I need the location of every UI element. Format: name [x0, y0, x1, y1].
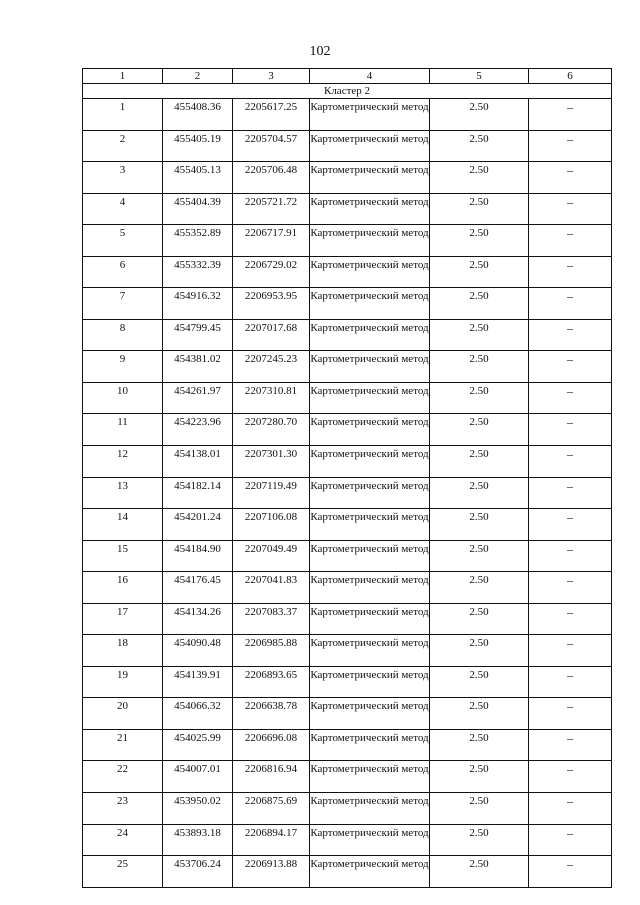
- cluster-label: Кластер 2: [83, 84, 612, 99]
- y-coordinate-cell: 2205704.57: [233, 130, 310, 162]
- note-cell: –: [529, 382, 612, 414]
- note-cell: –: [529, 193, 612, 225]
- cluster-row: [83, 84, 612, 99]
- point-number-cell: 1: [83, 99, 163, 131]
- note-cell: –: [529, 162, 612, 194]
- table-row: [83, 477, 612, 509]
- x-coordinate-cell: 455408.36: [163, 99, 233, 131]
- method-cell: Картометрический метод: [310, 130, 430, 162]
- note-cell: –: [529, 635, 612, 667]
- note-cell: –: [529, 256, 612, 288]
- y-coordinate-cell: 2207245.23: [233, 351, 310, 383]
- method-cell: Картометрический метод: [310, 162, 430, 194]
- x-coordinate-cell: 453706.24: [163, 856, 233, 888]
- accuracy-cell: 2.50: [430, 572, 529, 604]
- method-cell: Картометрический метод: [310, 319, 430, 351]
- note-cell: –: [529, 446, 612, 478]
- method-cell: Картометрический метод: [310, 288, 430, 320]
- note-cell: –: [529, 540, 612, 572]
- note-cell: –: [529, 130, 612, 162]
- accuracy-cell: 2.50: [430, 351, 529, 383]
- table-row: [83, 666, 612, 698]
- accuracy-cell: 2.50: [430, 319, 529, 351]
- note-cell: –: [529, 288, 612, 320]
- method-cell: Картометрический метод: [310, 540, 430, 572]
- point-number-cell: 14: [83, 509, 163, 541]
- y-coordinate-cell: 2206729.02: [233, 256, 310, 288]
- x-coordinate-cell: 454381.02: [163, 351, 233, 383]
- x-coordinate-cell: 454134.26: [163, 603, 233, 635]
- note-cell: –: [529, 729, 612, 761]
- method-cell: Картометрический метод: [310, 225, 430, 257]
- point-number-cell: 19: [83, 666, 163, 698]
- column-header: 1: [83, 69, 163, 84]
- x-coordinate-cell: 455352.89: [163, 225, 233, 257]
- accuracy-cell: 2.50: [430, 99, 529, 131]
- accuracy-cell: 2.50: [430, 225, 529, 257]
- point-number-cell: 4: [83, 193, 163, 225]
- method-cell: Картометрический метод: [310, 666, 430, 698]
- point-number-cell: 10: [83, 382, 163, 414]
- note-cell: –: [529, 603, 612, 635]
- method-cell: Картометрический метод: [310, 761, 430, 793]
- method-cell: Картометрический метод: [310, 193, 430, 225]
- x-coordinate-cell: 453893.18: [163, 824, 233, 856]
- accuracy-cell: 2.50: [430, 288, 529, 320]
- x-coordinate-cell: 454261.97: [163, 382, 233, 414]
- y-coordinate-cell: 2207017.68: [233, 319, 310, 351]
- note-cell: –: [529, 225, 612, 257]
- method-cell: Картометрический метод: [310, 99, 430, 131]
- accuracy-cell: 2.50: [430, 856, 529, 888]
- accuracy-cell: 2.50: [430, 477, 529, 509]
- table-row: [83, 319, 612, 351]
- note-cell: –: [529, 824, 612, 856]
- table-row: [83, 509, 612, 541]
- table-row: [83, 603, 612, 635]
- accuracy-cell: 2.50: [430, 603, 529, 635]
- method-cell: Картометрический метод: [310, 698, 430, 730]
- accuracy-cell: 2.50: [430, 382, 529, 414]
- x-coordinate-cell: 454916.32: [163, 288, 233, 320]
- table-row: [83, 635, 612, 667]
- accuracy-cell: 2.50: [430, 666, 529, 698]
- method-cell: Картометрический метод: [310, 382, 430, 414]
- point-number-cell: 7: [83, 288, 163, 320]
- method-cell: Картометрический метод: [310, 793, 430, 825]
- column-header: 5: [430, 69, 529, 84]
- y-coordinate-cell: 2206913.88: [233, 856, 310, 888]
- y-coordinate-cell: 2207310.81: [233, 382, 310, 414]
- accuracy-cell: 2.50: [430, 824, 529, 856]
- accuracy-cell: 2.50: [430, 761, 529, 793]
- y-coordinate-cell: 2206717.91: [233, 225, 310, 257]
- column-header: 4: [310, 69, 430, 84]
- method-cell: Картометрический метод: [310, 824, 430, 856]
- note-cell: –: [529, 666, 612, 698]
- point-number-cell: 24: [83, 824, 163, 856]
- point-number-cell: 20: [83, 698, 163, 730]
- x-coordinate-cell: 454090.48: [163, 635, 233, 667]
- point-number-cell: 21: [83, 729, 163, 761]
- note-cell: –: [529, 509, 612, 541]
- y-coordinate-cell: 2205721.72: [233, 193, 310, 225]
- method-cell: Картометрический метод: [310, 414, 430, 446]
- point-number-cell: 5: [83, 225, 163, 257]
- point-number-cell: 6: [83, 256, 163, 288]
- x-coordinate-cell: 454182.14: [163, 477, 233, 509]
- x-coordinate-cell: 454066.32: [163, 698, 233, 730]
- column-header-row: [83, 69, 612, 84]
- y-coordinate-cell: 2206893.65: [233, 666, 310, 698]
- y-coordinate-cell: 2206985.88: [233, 635, 310, 667]
- note-cell: –: [529, 351, 612, 383]
- method-cell: Картометрический метод: [310, 446, 430, 478]
- y-coordinate-cell: 2207301.30: [233, 446, 310, 478]
- y-coordinate-cell: 2207119.49: [233, 477, 310, 509]
- x-coordinate-cell: 455405.13: [163, 162, 233, 194]
- point-number-cell: 16: [83, 572, 163, 604]
- table-row: [83, 761, 612, 793]
- point-number-cell: 25: [83, 856, 163, 888]
- x-coordinate-cell: 455405.19: [163, 130, 233, 162]
- table-row: [83, 824, 612, 856]
- point-number-cell: 8: [83, 319, 163, 351]
- method-cell: Картометрический метод: [310, 603, 430, 635]
- table-row: [83, 225, 612, 257]
- note-cell: –: [529, 793, 612, 825]
- x-coordinate-cell: 454176.45: [163, 572, 233, 604]
- method-cell: Картометрический метод: [310, 477, 430, 509]
- note-cell: –: [529, 572, 612, 604]
- accuracy-cell: 2.50: [430, 414, 529, 446]
- accuracy-cell: 2.50: [430, 130, 529, 162]
- method-cell: Картометрический метод: [310, 256, 430, 288]
- x-coordinate-cell: 454223.96: [163, 414, 233, 446]
- note-cell: –: [529, 477, 612, 509]
- accuracy-cell: 2.50: [430, 793, 529, 825]
- accuracy-cell: 2.50: [430, 509, 529, 541]
- x-coordinate-cell: 454025.99: [163, 729, 233, 761]
- table-row: [83, 793, 612, 825]
- table-row: [83, 414, 612, 446]
- table-row: [83, 446, 612, 478]
- y-coordinate-cell: 2205706.48: [233, 162, 310, 194]
- accuracy-cell: 2.50: [430, 540, 529, 572]
- note-cell: –: [529, 698, 612, 730]
- note-cell: –: [529, 856, 612, 888]
- method-cell: Картометрический метод: [310, 572, 430, 604]
- point-number-cell: 11: [83, 414, 163, 446]
- point-number-cell: 13: [83, 477, 163, 509]
- x-coordinate-cell: 454138.01: [163, 446, 233, 478]
- coordinates-table: [82, 68, 612, 888]
- y-coordinate-cell: 2206638.78: [233, 698, 310, 730]
- point-number-cell: 15: [83, 540, 163, 572]
- method-cell: Картометрический метод: [310, 351, 430, 383]
- x-coordinate-cell: 454184.90: [163, 540, 233, 572]
- note-cell: –: [529, 414, 612, 446]
- accuracy-cell: 2.50: [430, 162, 529, 194]
- note-cell: –: [529, 319, 612, 351]
- accuracy-cell: 2.50: [430, 256, 529, 288]
- x-coordinate-cell: 454139.91: [163, 666, 233, 698]
- table-row: [83, 729, 612, 761]
- accuracy-cell: 2.50: [430, 698, 529, 730]
- y-coordinate-cell: 2207083.37: [233, 603, 310, 635]
- method-cell: Картометрический метод: [310, 856, 430, 888]
- point-number-cell: 3: [83, 162, 163, 194]
- y-coordinate-cell: 2206953.95: [233, 288, 310, 320]
- column-header: 6: [529, 69, 612, 84]
- note-cell: –: [529, 99, 612, 131]
- point-number-cell: 18: [83, 635, 163, 667]
- y-coordinate-cell: 2205617.25: [233, 99, 310, 131]
- table-row: [83, 288, 612, 320]
- table-row: [83, 99, 612, 131]
- x-coordinate-cell: 454007.01: [163, 761, 233, 793]
- method-cell: Картометрический метод: [310, 729, 430, 761]
- table-row: [83, 856, 612, 888]
- column-header: 2: [163, 69, 233, 84]
- method-cell: Картометрический метод: [310, 509, 430, 541]
- table-row: [83, 540, 612, 572]
- table-row: [83, 382, 612, 414]
- table-row: [83, 130, 612, 162]
- y-coordinate-cell: 2207041.83: [233, 572, 310, 604]
- y-coordinate-cell: 2206696.08: [233, 729, 310, 761]
- column-header: 3: [233, 69, 310, 84]
- table-row: [83, 572, 612, 604]
- y-coordinate-cell: 2207049.49: [233, 540, 310, 572]
- table-row: [83, 351, 612, 383]
- accuracy-cell: 2.50: [430, 193, 529, 225]
- table-row: [83, 698, 612, 730]
- point-number-cell: 17: [83, 603, 163, 635]
- table-row: [83, 193, 612, 225]
- x-coordinate-cell: 455404.39: [163, 193, 233, 225]
- point-number-cell: 12: [83, 446, 163, 478]
- table-row: [83, 256, 612, 288]
- page-number: 102: [309, 44, 331, 59]
- y-coordinate-cell: 2206875.69: [233, 793, 310, 825]
- x-coordinate-cell: 454799.45: [163, 319, 233, 351]
- method-cell: Картометрический метод: [310, 635, 430, 667]
- y-coordinate-cell: 2207280.70: [233, 414, 310, 446]
- point-number-cell: 9: [83, 351, 163, 383]
- point-number-cell: 23: [83, 793, 163, 825]
- x-coordinate-cell: 454201.24: [163, 509, 233, 541]
- y-coordinate-cell: 2207106.08: [233, 509, 310, 541]
- accuracy-cell: 2.50: [430, 729, 529, 761]
- y-coordinate-cell: 2206894.17: [233, 824, 310, 856]
- x-coordinate-cell: 453950.02: [163, 793, 233, 825]
- note-cell: –: [529, 761, 612, 793]
- accuracy-cell: 2.50: [430, 446, 529, 478]
- point-number-cell: 2: [83, 130, 163, 162]
- accuracy-cell: 2.50: [430, 635, 529, 667]
- x-coordinate-cell: 455332.39: [163, 256, 233, 288]
- point-number-cell: 22: [83, 761, 163, 793]
- table-row: [83, 162, 612, 194]
- y-coordinate-cell: 2206816.94: [233, 761, 310, 793]
